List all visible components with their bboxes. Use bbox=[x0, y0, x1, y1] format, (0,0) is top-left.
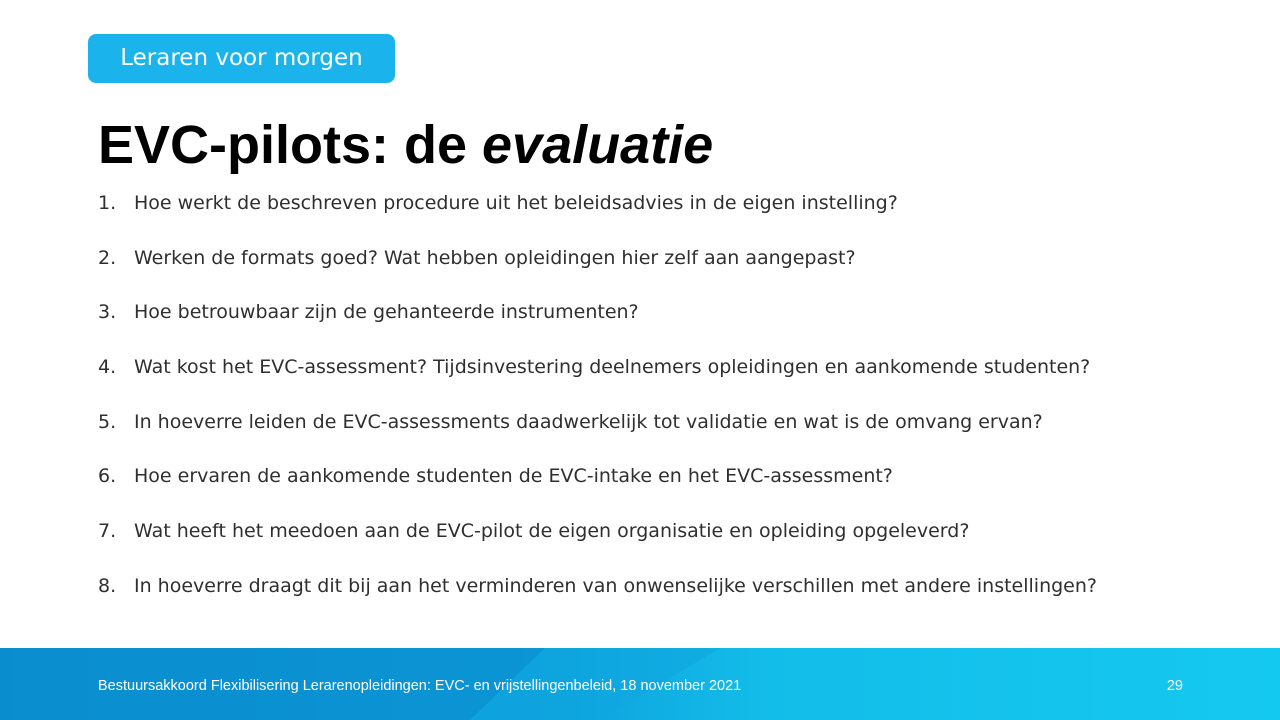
question-text: Wat kost het EVC-assessment? Tijdsinvestering deelnemers opleidingen en aankomende studenten? bbox=[134, 356, 1091, 379]
question-text: Hoe ervaren de aankomende studenten de EVC-intake en het EVC-assessment? bbox=[134, 465, 893, 488]
question-item bbox=[98, 405, 1097, 460]
question-number: 6. bbox=[98, 465, 117, 488]
program-badge: Leraren voor morgen bbox=[88, 34, 395, 83]
question-text: In hoeverre draagt dit bij aan het verminderen van onwenselijke verschillen met andere instellingen? bbox=[134, 574, 1097, 597]
question-text: Werken de formats goed? Wat hebben opleidingen hier zelf aan aangepast? bbox=[134, 246, 856, 269]
question-item bbox=[98, 186, 1097, 241]
question-text: In hoeverre leiden de EVC-assessments daadwerkelijk tot validatie en wat is de omvang ervan? bbox=[134, 410, 1043, 433]
question-number: 5. bbox=[98, 410, 117, 433]
slide-title bbox=[98, 112, 713, 178]
question-number: 8. bbox=[98, 574, 117, 597]
question-number: 2. bbox=[98, 246, 117, 269]
question-item bbox=[98, 569, 1097, 624]
question-number: 3. bbox=[98, 301, 117, 324]
question-item bbox=[98, 514, 1097, 569]
question-number: 7. bbox=[98, 520, 117, 543]
footer-text: Bestuursakkoord Flexibilisering Lerarenopleidingen: EVC- en vrijstellingenbeleid, 18 november 2021 bbox=[98, 678, 742, 694]
question-item bbox=[98, 295, 1097, 350]
title-plain: EVC-pilots: de bbox=[98, 115, 483, 175]
question-item bbox=[98, 350, 1097, 405]
footer-bar bbox=[0, 648, 1280, 720]
question-number: 4. bbox=[98, 356, 117, 379]
question-text: Hoe werkt de beschreven procedure uit het beleidsadvies in de eigen instelling? bbox=[134, 192, 898, 214]
question-text: Hoe betrouwbaar zijn de gehanteerde instrumenten? bbox=[134, 301, 639, 324]
question-text: Wat heeft het meedoen aan de EVC-pilot de eigen organisatie en opleiding opgeleverd? bbox=[134, 520, 970, 543]
question-item bbox=[98, 241, 1097, 296]
title-italic: evaluatie bbox=[482, 115, 714, 175]
question-list bbox=[98, 186, 1097, 624]
question-item bbox=[98, 459, 1097, 514]
page-number: 29 bbox=[1166, 678, 1183, 694]
question-number: 1. bbox=[98, 192, 117, 214]
